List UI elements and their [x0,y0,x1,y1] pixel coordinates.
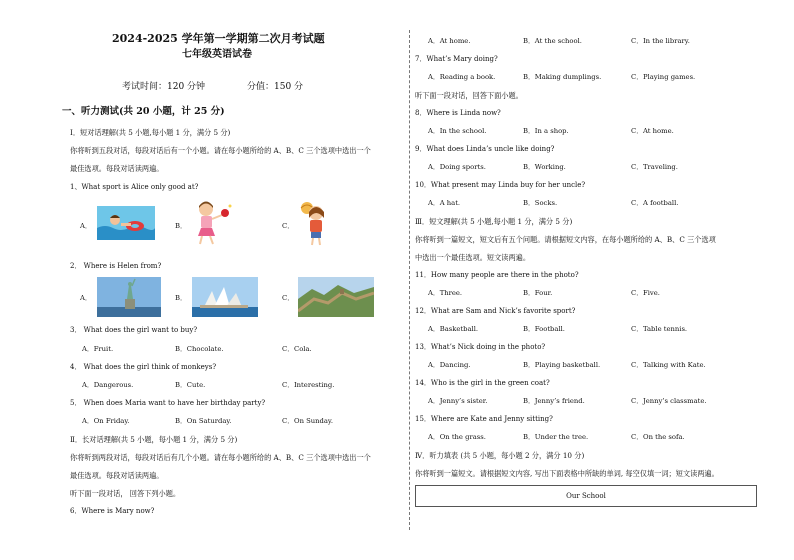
section1-heading: Ⅰ．短对话理解(共 5 小题,每小题 1 分，满分 5 分) [70,128,231,137]
q8-option-b[interactable]: B．In a shop. [523,127,569,135]
q2-option-a[interactable]: A． [80,294,92,302]
q3-option-b[interactable]: B．Chocolate. [175,345,224,353]
q3-option-a[interactable]: A．Fruit. [82,345,114,353]
swimming-picture [97,206,155,240]
table-tennis-girl-picture [190,200,232,246]
question-14: 14．Who is the girl in the green coat? [415,379,550,387]
q4-option-c[interactable]: C．Interesting. [282,381,335,389]
q14-option-b[interactable]: B．Jenny’s friend. [523,397,585,405]
q4-option-a[interactable]: A．Dangerous. [82,381,134,389]
question-9: 9．What does Linda’s uncle like doing? [415,145,555,153]
exam-score: 分值：150 分 [247,82,304,92]
question-2: 2． Where is Helen from? [70,262,162,270]
q9-option-b[interactable]: B．Working. [523,163,566,171]
q9-option-a[interactable]: A．Doing sports. [428,163,486,171]
q12-option-b[interactable]: B．Football. [523,325,565,333]
question-10: 10．What present may Linda buy for her uncle? [415,181,586,189]
q11-option-b[interactable]: B．Four. [523,289,553,297]
question-8: 8．Where is Linda now? [415,109,501,117]
q15-option-b[interactable]: B．Under the tree. [523,433,589,441]
q5-option-a[interactable]: A．On Friday. [82,417,130,425]
q7-option-c[interactable]: C．Playing games. [631,73,696,81]
column-divider [409,30,410,530]
q10-option-b[interactable]: B．Socks. [523,199,558,207]
q8-option-a[interactable]: A．In the school. [428,127,487,135]
section3-instruction: 你将听到一篇短文，短文后有五个问题。请根据短文内容，在每小题所给的 A、B、C 三个选项 [415,235,716,244]
q12-option-a[interactable]: A．Basketball. [428,325,479,333]
q13-option-b[interactable]: B．Playing basketball. [523,361,601,369]
q5-option-c[interactable]: C．On Sunday. [282,417,334,425]
question-7: 7．What’s Mary doing? [415,55,498,63]
exam-time: 考试时间：120 分钟 [122,82,206,92]
volleyball-girl-picture [297,200,331,246]
q2-option-c[interactable]: C． [282,294,294,302]
question-4: 4． What does the girl think of monkeys? [70,363,217,371]
dialogue-instruction: 听下面一段对话，回答下面小题。 [415,91,523,100]
sydney-opera-house-picture [192,277,258,317]
q15-option-c[interactable]: C．On the sofa. [631,433,685,441]
q7-option-a[interactable]: A．Reading a book. [428,73,496,81]
q13-option-a[interactable]: A．Dancing. [428,361,471,369]
q14-option-a[interactable]: A．Jenny’s sister. [428,397,488,405]
q8-option-c[interactable]: C．At home. [631,127,674,135]
q11-option-a[interactable]: A．Three. [428,289,463,297]
q2-option-b[interactable]: B． [175,294,187,302]
section1-instruction-2: 最佳选项。每段对话读两遍。 [70,164,164,173]
part1-heading: 一、听力测试(共 20 小题，计 25 分) [62,106,225,117]
q15-option-a[interactable]: A．On the grass. [428,433,486,441]
q10-option-c[interactable]: C．A football. [631,199,679,207]
q5-option-b[interactable]: B．On Saturday. [175,417,232,425]
question-1: 1、What sport is Alice only good at? [70,183,199,191]
q13-option-c[interactable]: C．Talking with Kate. [631,361,706,369]
q6-option-a[interactable]: A．At home. [428,37,471,45]
question-15: 15．Where are Kate and Jenny sitting? [415,415,553,423]
question-6: 6．Where is Mary now? [70,507,155,515]
q9-option-c[interactable]: C．Traveling. [631,163,678,171]
q6-option-b[interactable]: B．At the school. [523,37,582,45]
q4-option-b[interactable]: B．Cute. [175,381,206,389]
section2-instruction: 你将听到两段对话，每段对话后有几个小题。请在每小题所给的 A、B、C 三个选项中选出一个 [70,453,371,462]
question-12: 12．What are Sam and Nick’s favorite sport? [415,307,576,315]
question-3: 3． What does the girl want to buy? [70,326,198,334]
q7-option-b[interactable]: B．Making dumplings. [523,73,602,81]
q14-option-c[interactable]: C．Jenny’s classmate. [631,397,707,405]
q12-option-c[interactable]: C．Table tennis. [631,325,688,333]
section3-instruction-2: 中选出一个最佳选项。短文读两遍。 [415,253,531,262]
great-wall-picture [298,277,374,317]
section4-heading: Ⅳ．听力填表 (共 5 小题，每小题 2 分，满分 10 分) [415,451,585,460]
exam-subtitle: 七年级英语试卷 [182,49,252,60]
section2-instruction-3: 听下面一段对话， 回答下列小题。 [70,489,181,498]
question-5: 5． When does Maria want to have her birthday party? [70,399,266,407]
question-13: 13．What’s Nick doing in the photo? [415,343,546,351]
section4-instruction: 你将听到一篇短文。请根据短文内容, 写出下面表格中所缺的单词, 每空仅填一词；短文读两遍。 [415,469,719,478]
q1-option-a[interactable]: A． [80,222,92,230]
question-11: 11．How many people are there in the photo? [415,271,579,279]
q10-option-a[interactable]: A．A hat. [428,199,461,207]
table-title-box [415,485,757,507]
exam-title: 2024-2025 学年第一学期第二次月考试题 [112,32,325,45]
q1-option-b[interactable]: B． [175,222,187,230]
section1-instruction: 你将听到五段对话，每段对话后有一个小题。请在每小题所给的 A、B、C 三个选项中选出一个 [70,146,371,155]
q3-option-c[interactable]: C．Cola. [282,345,312,353]
section2-heading: Ⅱ．长对话理解(共 5 小题，每小题 1 分，满分 5 分) [70,435,238,444]
table-title: Our School [566,492,606,500]
q6-option-c[interactable]: C．In the library. [631,37,690,45]
q11-option-c[interactable]: C．Five. [631,289,660,297]
section2-instruction-2: 最佳选项。每段对话读两遍。 [70,471,164,480]
q1-option-c[interactable]: C． [282,222,294,230]
section3-heading: Ⅲ．短文理解(共 5 小题,每小题 1 分，满分 5 分) [415,217,573,226]
statue-of-liberty-picture [97,277,161,317]
